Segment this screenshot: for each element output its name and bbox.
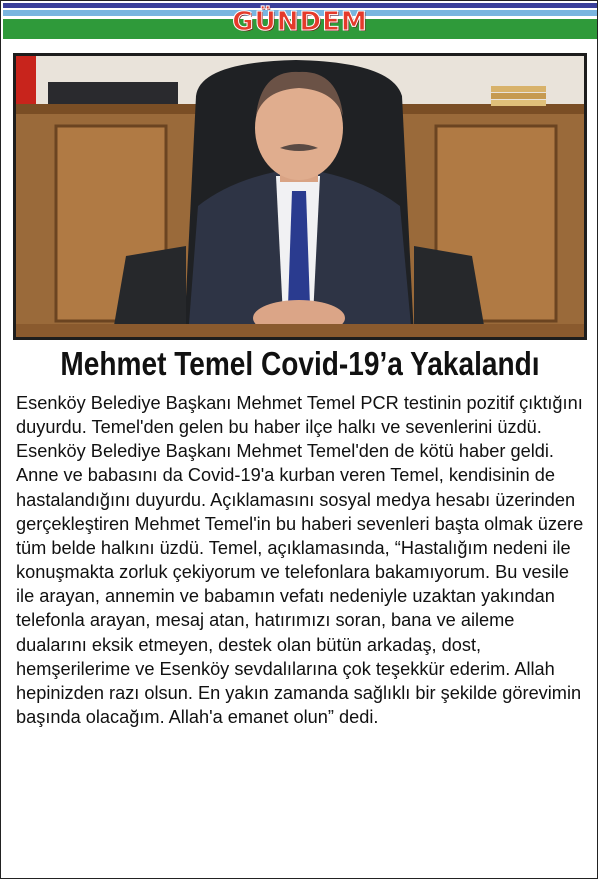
section-header bbox=[3, 3, 597, 41]
section-title: GÜNDEM bbox=[232, 7, 368, 37]
article-photo bbox=[13, 53, 587, 340]
article-body bbox=[16, 391, 588, 729]
article-paragraph: Esenköy Belediye Başkanı Mehmet Temel PCR testinin pozitif çıktığını duyurdu. Temel'den gelen bu haber ilçe halkı ve sevenlerini üzdü. bbox=[16, 393, 583, 438]
article-headline: Mehmet Temel Covid-19’a Yakalandı bbox=[60, 345, 540, 382]
article-paragraph: Esenköy Belediye Başkanı Mehmet Temel'den de kötü haber geldi. Anne ve babasını da Covid-19'a kurban veren Temel, kendisinin de hastalandığını duyurdu. Açıklamasını sosyal medya hesabı üzerinden gerçekleştiren Mehmet Temel'in bu haberi sevenleri başta olmak üzere tüm belde halkını üzdü. Temel, açıklamasında, “Hastalığım nedeni ile konuşmakta zorluk çekiyorum ve telefonlara bakamıyorum. Bu vesile ile arayan, annemin ve babamın vefatı nedeniyle uzaktan yakından telefonla arayan, mesaj atan, hatırımızı soran, bana ve aileme dualarını eksik etmeyen, destek olan bütün arkadaş, dost, hemşerilerime ve Esenköy sevdalılarına çok teşekkür ederim. Allah hepinizden razı olsun. En yakın zamanda sağlıklı bir şekilde görevimin başında olacağım. Allah'a emanet olun” dedi. bbox=[16, 441, 584, 728]
portrait-illustration bbox=[16, 56, 584, 337]
